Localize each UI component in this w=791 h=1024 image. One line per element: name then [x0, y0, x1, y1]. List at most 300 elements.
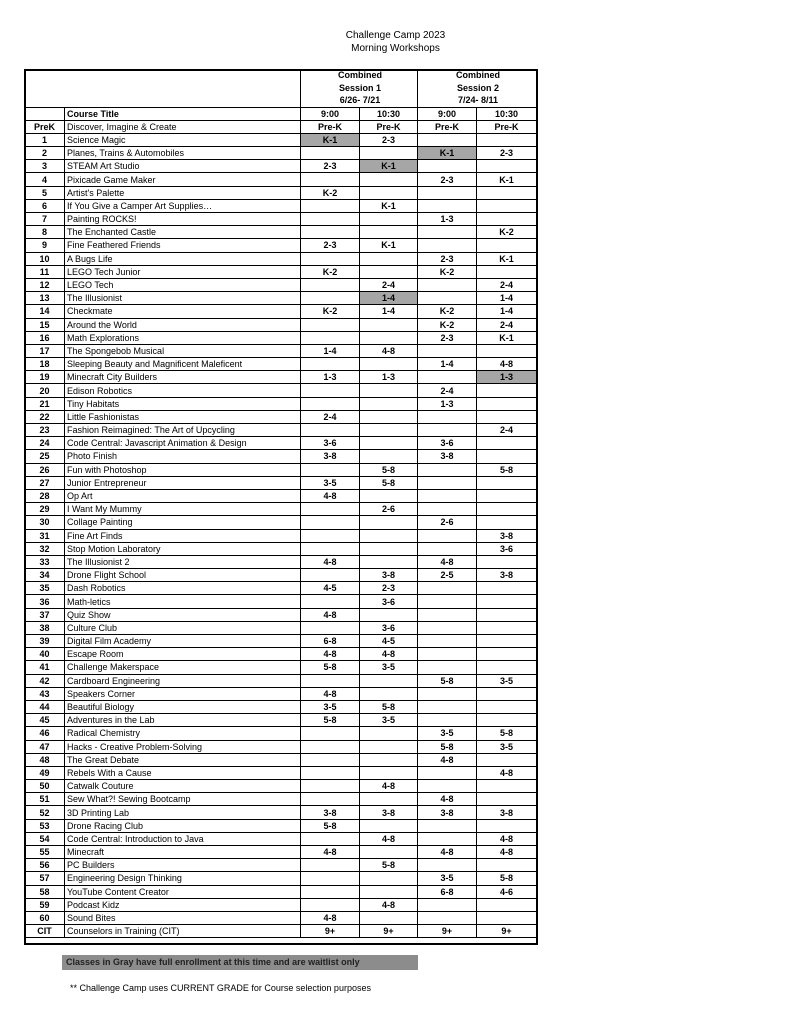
table-row	[25, 384, 537, 397]
grade-s2-1030: K-1	[477, 331, 537, 344]
grade-s2-900	[418, 582, 477, 595]
table-row	[25, 410, 537, 423]
course-number: 40	[25, 648, 65, 661]
table-row	[25, 476, 537, 489]
grade-s1-900	[301, 753, 360, 766]
grade-s1-1030: 2-3	[360, 582, 418, 595]
grade-s2-900: K-2	[418, 318, 477, 331]
grade-s2-900: 2-3	[418, 252, 477, 265]
grade-s2-900: 4-8	[418, 555, 477, 568]
course-title: Stop Motion Laboratory	[65, 542, 301, 555]
course-title: STEAM Art Studio	[65, 160, 301, 173]
table-row	[25, 542, 537, 555]
course-number: 22	[25, 410, 65, 423]
course-number: 5	[25, 186, 65, 199]
grade-s2-900: 5-8	[418, 740, 477, 753]
table-row	[25, 344, 537, 357]
grade-s1-1030	[360, 674, 418, 687]
table-row	[25, 740, 537, 753]
grade-s2-1030	[477, 555, 537, 568]
course-title: Sleeping Beauty and Magnificent Maleficent	[65, 358, 301, 371]
course-title: Drone Flight School	[65, 569, 301, 582]
grade-s2-900: K-2	[418, 265, 477, 278]
grade-s1-900: 4-8	[301, 648, 360, 661]
table-row	[25, 147, 537, 160]
grade-s2-1030	[477, 516, 537, 529]
grade-s1-1030: 4-5	[360, 635, 418, 648]
table-row	[25, 292, 537, 305]
grade-s2-1030	[477, 648, 537, 661]
course-title: Fashion Reimagined: The Art of Upcycling	[65, 424, 301, 437]
grade-s1-1030	[360, 872, 418, 885]
table-row	[25, 318, 537, 331]
grade-s2-1030	[477, 635, 537, 648]
course-title: Fun with Photoshop	[65, 463, 301, 476]
grade-s2-1030	[477, 239, 537, 252]
table-row	[25, 516, 537, 529]
grade-s2-900	[418, 780, 477, 793]
grade-s1-1030	[360, 885, 418, 898]
grade-s1-1030	[360, 265, 418, 278]
grade-s2-900	[418, 133, 477, 146]
grade-s1-1030	[360, 410, 418, 423]
table-row	[25, 529, 537, 542]
table-row	[25, 463, 537, 476]
course-number: 60	[25, 911, 65, 924]
grade-s1-900	[301, 595, 360, 608]
table-row	[25, 780, 537, 793]
grade-s2-1030	[477, 344, 537, 357]
session1-name: Session 1	[301, 82, 418, 95]
grade-s1-900: Pre-K	[301, 120, 360, 133]
grade-s2-900: 4-8	[418, 793, 477, 806]
course-number: PreK	[25, 120, 65, 133]
grade-s2-1030: 5-8	[477, 463, 537, 476]
grade-s1-1030: 3-6	[360, 621, 418, 634]
grade-s2-900	[418, 819, 477, 832]
grade-s2-1030	[477, 780, 537, 793]
course-title: Culture Club	[65, 621, 301, 634]
course-title: If You Give a Camper Art Supplies…	[65, 199, 301, 212]
grade-s2-900	[418, 859, 477, 872]
grade-s2-900	[418, 687, 477, 700]
grade-s2-1030	[477, 160, 537, 173]
course-title: Little Fashionistas	[65, 410, 301, 423]
grade-s1-1030: 4-8	[360, 648, 418, 661]
grade-s2-900	[418, 463, 477, 476]
course-number: 16	[25, 331, 65, 344]
course-number: 42	[25, 674, 65, 687]
course-title: Science Magic	[65, 133, 301, 146]
grade-s1-900	[301, 859, 360, 872]
table-row	[25, 437, 537, 450]
course-title: Drone Racing Club	[65, 819, 301, 832]
grade-s1-1030: 4-8	[360, 832, 418, 845]
grade-s2-1030: 3-6	[477, 542, 537, 555]
grade-s1-900	[301, 727, 360, 740]
table-row	[25, 819, 537, 832]
grade-s2-1030	[477, 397, 537, 410]
grade-s1-1030	[360, 489, 418, 502]
footnote: ** Challenge Camp uses CURRENT GRADE for Course selection purposes	[70, 983, 371, 993]
course-number: 1	[25, 133, 65, 146]
course-number: 8	[25, 226, 65, 239]
course-number: 54	[25, 832, 65, 845]
grade-s2-900	[418, 489, 477, 502]
grade-s2-1030: 2-3	[477, 147, 537, 160]
grade-s2-1030: 3-8	[477, 806, 537, 819]
course-title: Op Art	[65, 489, 301, 502]
grade-s2-1030	[477, 384, 537, 397]
grade-s1-900	[301, 766, 360, 779]
course-number: 15	[25, 318, 65, 331]
course-title: Painting ROCKS!	[65, 213, 301, 226]
grade-s2-1030: 3-5	[477, 740, 537, 753]
table-row	[25, 199, 537, 212]
course-number: 18	[25, 358, 65, 371]
grade-s2-900	[418, 648, 477, 661]
course-number: 30	[25, 516, 65, 529]
grade-s1-1030	[360, 397, 418, 410]
grade-s2-900	[418, 278, 477, 291]
course-number: 39	[25, 635, 65, 648]
grade-s2-1030	[477, 186, 537, 199]
grade-s2-1030: 4-8	[477, 766, 537, 779]
course-number: 11	[25, 265, 65, 278]
grade-s1-1030: K-1	[360, 199, 418, 212]
course-number: 58	[25, 885, 65, 898]
table-row	[25, 226, 537, 239]
grade-s2-900: 2-3	[418, 173, 477, 186]
course-number: 14	[25, 305, 65, 318]
course-title: Counselors in Training (CIT)	[65, 925, 301, 938]
grade-s1-900: 2-4	[301, 410, 360, 423]
course-number: 35	[25, 582, 65, 595]
grade-s2-900: 2-4	[418, 384, 477, 397]
course-title: I Want My Mummy	[65, 503, 301, 516]
course-title: Sound Bites	[65, 911, 301, 924]
grade-s1-1030	[360, 555, 418, 568]
page-title	[0, 29, 791, 55]
table-row	[25, 331, 537, 344]
table-row	[25, 450, 537, 463]
grade-s2-1030: 1-3	[477, 371, 537, 384]
title-line-1: Challenge Camp 2023	[345, 30, 446, 41]
grade-s2-1030: 3-8	[477, 569, 537, 582]
grade-s2-900	[418, 898, 477, 911]
grade-s2-1030	[477, 199, 537, 212]
grade-s2-1030	[477, 582, 537, 595]
table-row	[25, 872, 537, 885]
course-title: Minecraft City Builders	[65, 371, 301, 384]
grade-s2-900	[418, 714, 477, 727]
course-title: Minecraft	[65, 846, 301, 859]
course-number: 44	[25, 700, 65, 713]
time-header-s2-1030: 10:30	[477, 107, 537, 120]
course-title: Adventures in the Lab	[65, 714, 301, 727]
course-title: The Illusionist	[65, 292, 301, 305]
grade-s2-900	[418, 529, 477, 542]
grade-s1-900: K-2	[301, 186, 360, 199]
table-row	[25, 424, 537, 437]
grade-s1-1030	[360, 186, 418, 199]
grade-s2-900	[418, 424, 477, 437]
course-number: 41	[25, 661, 65, 674]
grade-s1-1030	[360, 252, 418, 265]
grade-s1-900	[301, 318, 360, 331]
grade-s2-900: 3-5	[418, 872, 477, 885]
grade-s1-1030: Pre-K	[360, 120, 418, 133]
table-row	[25, 595, 537, 608]
table-row	[25, 569, 537, 582]
grade-s1-1030: 5-8	[360, 700, 418, 713]
grade-s2-900: 3-8	[418, 806, 477, 819]
grade-s1-900	[301, 529, 360, 542]
session2-combined: Combined	[418, 69, 537, 82]
course-title: Radical Chemistry	[65, 727, 301, 740]
course-number: 55	[25, 846, 65, 859]
course-title: Catwalk Couture	[65, 780, 301, 793]
grade-s2-1030: 2-4	[477, 318, 537, 331]
grade-s1-1030	[360, 542, 418, 555]
grade-s1-1030	[360, 384, 418, 397]
course-title: LEGO Tech Junior	[65, 265, 301, 278]
table-row	[25, 674, 537, 687]
course-title: LEGO Tech	[65, 278, 301, 291]
grade-s1-900	[301, 832, 360, 845]
course-title: Tiny Habitats	[65, 397, 301, 410]
grade-s2-1030: 9+	[477, 925, 537, 938]
course-number: CIT	[25, 925, 65, 938]
grade-s2-900	[418, 832, 477, 845]
grade-s1-900: 1-3	[301, 371, 360, 384]
table-row	[25, 806, 537, 819]
session1-combined: Combined	[301, 69, 418, 82]
table-row	[25, 753, 537, 766]
table-row	[25, 885, 537, 898]
course-number: 47	[25, 740, 65, 753]
course-title: The Illusionist 2	[65, 555, 301, 568]
grade-s1-1030: 2-6	[360, 503, 418, 516]
table-row	[25, 503, 537, 516]
course-number: 12	[25, 278, 65, 291]
table-row	[25, 133, 537, 146]
grade-s2-900: 3-5	[418, 727, 477, 740]
table-row	[25, 173, 537, 186]
course-title: Hacks - Creative Problem-Solving	[65, 740, 301, 753]
course-number: 50	[25, 780, 65, 793]
grade-s1-1030: 9+	[360, 925, 418, 938]
grade-s1-1030	[360, 358, 418, 371]
grade-s1-900	[301, 503, 360, 516]
time-header-s1-1030: 10:30	[360, 107, 418, 120]
table-row	[25, 700, 537, 713]
grade-s2-1030	[477, 608, 537, 621]
grade-s1-1030: 4-8	[360, 344, 418, 357]
header-row-session	[25, 82, 537, 95]
grade-s1-900: 4-8	[301, 911, 360, 924]
grade-s2-900	[418, 911, 477, 924]
grade-s1-900: K-2	[301, 265, 360, 278]
grade-s1-1030: K-1	[360, 239, 418, 252]
table-row	[25, 239, 537, 252]
course-number: 29	[25, 503, 65, 516]
grade-s1-900	[301, 793, 360, 806]
table-row	[25, 859, 537, 872]
course-title: Challenge Makerspace	[65, 661, 301, 674]
grade-s1-900: 6-8	[301, 635, 360, 648]
table-row	[25, 186, 537, 199]
grade-s1-900	[301, 463, 360, 476]
grade-s1-1030: 4-8	[360, 898, 418, 911]
grade-s2-1030: K-1	[477, 252, 537, 265]
time-header-s1-900: 9:00	[301, 107, 360, 120]
table-row	[25, 766, 537, 779]
course-number: 17	[25, 344, 65, 357]
course-title: PC Builders	[65, 859, 301, 872]
grade-s2-1030: K-1	[477, 173, 537, 186]
table-row	[25, 846, 537, 859]
grade-s1-1030: 3-5	[360, 661, 418, 674]
course-title: Fine Feathered Friends	[65, 239, 301, 252]
grade-s1-900	[301, 147, 360, 160]
grade-s1-900	[301, 424, 360, 437]
table-row	[25, 489, 537, 502]
course-number: 43	[25, 687, 65, 700]
grade-s2-900: 5-8	[418, 674, 477, 687]
grade-s2-1030	[477, 476, 537, 489]
grade-s2-1030	[477, 793, 537, 806]
grade-s1-900	[301, 898, 360, 911]
grade-s1-1030: 3-5	[360, 714, 418, 727]
grade-s1-1030	[360, 819, 418, 832]
grade-s1-1030: 5-8	[360, 476, 418, 489]
grade-s1-900: 4-5	[301, 582, 360, 595]
grade-s1-900: 2-3	[301, 239, 360, 252]
course-number: 6	[25, 199, 65, 212]
course-number: 24	[25, 437, 65, 450]
course-title: Beautiful Biology	[65, 700, 301, 713]
grade-s2-900	[418, 700, 477, 713]
grade-s2-900: 1-4	[418, 358, 477, 371]
course-title: Escape Room	[65, 648, 301, 661]
course-number: 48	[25, 753, 65, 766]
grade-s1-900: 3-5	[301, 476, 360, 489]
grade-s2-900: Pre-K	[418, 120, 477, 133]
grade-s1-1030: 5-8	[360, 859, 418, 872]
table-row	[25, 793, 537, 806]
grade-s2-1030	[477, 753, 537, 766]
course-number: 34	[25, 569, 65, 582]
course-title: YouTube Content Creator	[65, 885, 301, 898]
course-title: Dash Robotics	[65, 582, 301, 595]
grade-s1-1030	[360, 608, 418, 621]
grade-s2-900: 4-8	[418, 846, 477, 859]
grade-s2-1030: 4-6	[477, 885, 537, 898]
course-title: Digital Film Academy	[65, 635, 301, 648]
grade-s1-900	[301, 199, 360, 212]
header-row-combined	[25, 69, 537, 82]
grade-s2-1030: 2-4	[477, 424, 537, 437]
course-title: The Enchanted Castle	[65, 226, 301, 239]
grade-s1-1030: 4-8	[360, 780, 418, 793]
grade-s1-1030: 3-8	[360, 569, 418, 582]
course-number: 13	[25, 292, 65, 305]
grade-s2-900	[418, 766, 477, 779]
grade-s2-1030	[477, 687, 537, 700]
grade-s1-900: 5-8	[301, 714, 360, 727]
course-number: 9	[25, 239, 65, 252]
table-row	[25, 832, 537, 845]
course-number: 20	[25, 384, 65, 397]
grade-s1-900	[301, 872, 360, 885]
table-row	[25, 687, 537, 700]
course-title: Code Central: Javascript Animation & Design	[65, 437, 301, 450]
grade-s2-900	[418, 542, 477, 555]
grade-s2-900: 2-5	[418, 569, 477, 582]
grade-s1-900: 3-5	[301, 700, 360, 713]
grade-s2-1030	[477, 859, 537, 872]
grade-s1-1030	[360, 911, 418, 924]
course-title: Fine Art Finds	[65, 529, 301, 542]
grade-s1-1030	[360, 147, 418, 160]
grade-s1-1030	[360, 173, 418, 186]
table-row	[25, 265, 537, 278]
course-number: 4	[25, 173, 65, 186]
grade-s1-900: 3-8	[301, 806, 360, 819]
grade-s1-900	[301, 780, 360, 793]
table-row	[25, 911, 537, 924]
grade-s2-900: 3-8	[418, 450, 477, 463]
course-title: Quiz Show	[65, 608, 301, 621]
table-row	[25, 582, 537, 595]
grade-s2-900: 2-3	[418, 331, 477, 344]
grade-s1-1030	[360, 846, 418, 859]
grade-s2-900: 9+	[418, 925, 477, 938]
grade-s1-1030: 2-3	[360, 133, 418, 146]
grade-s1-1030	[360, 687, 418, 700]
grade-s2-1030: 4-8	[477, 846, 537, 859]
grade-s2-1030	[477, 213, 537, 226]
grade-s1-1030	[360, 437, 418, 450]
grade-s1-900	[301, 278, 360, 291]
course-number: 51	[25, 793, 65, 806]
grade-s2-900: 3-6	[418, 437, 477, 450]
course-number: 10	[25, 252, 65, 265]
course-number: 45	[25, 714, 65, 727]
course-title: Podcast Kidz	[65, 898, 301, 911]
grade-s2-900	[418, 239, 477, 252]
table-row	[25, 213, 537, 226]
grade-s1-900: 9+	[301, 925, 360, 938]
grade-s1-1030	[360, 727, 418, 740]
course-number: 32	[25, 542, 65, 555]
grade-s1-900	[301, 740, 360, 753]
grade-s1-900	[301, 516, 360, 529]
grade-s2-1030	[477, 133, 537, 146]
table-row	[25, 898, 537, 911]
grade-s1-1030	[360, 331, 418, 344]
grade-s2-900: 4-8	[418, 753, 477, 766]
grade-s2-1030: 2-4	[477, 278, 537, 291]
header-row-times	[25, 107, 537, 120]
course-number: 31	[25, 529, 65, 542]
course-number: 28	[25, 489, 65, 502]
grade-s2-900	[418, 186, 477, 199]
course-title: Speakers Corner	[65, 687, 301, 700]
grade-s2-1030	[477, 489, 537, 502]
table-row	[25, 661, 537, 674]
